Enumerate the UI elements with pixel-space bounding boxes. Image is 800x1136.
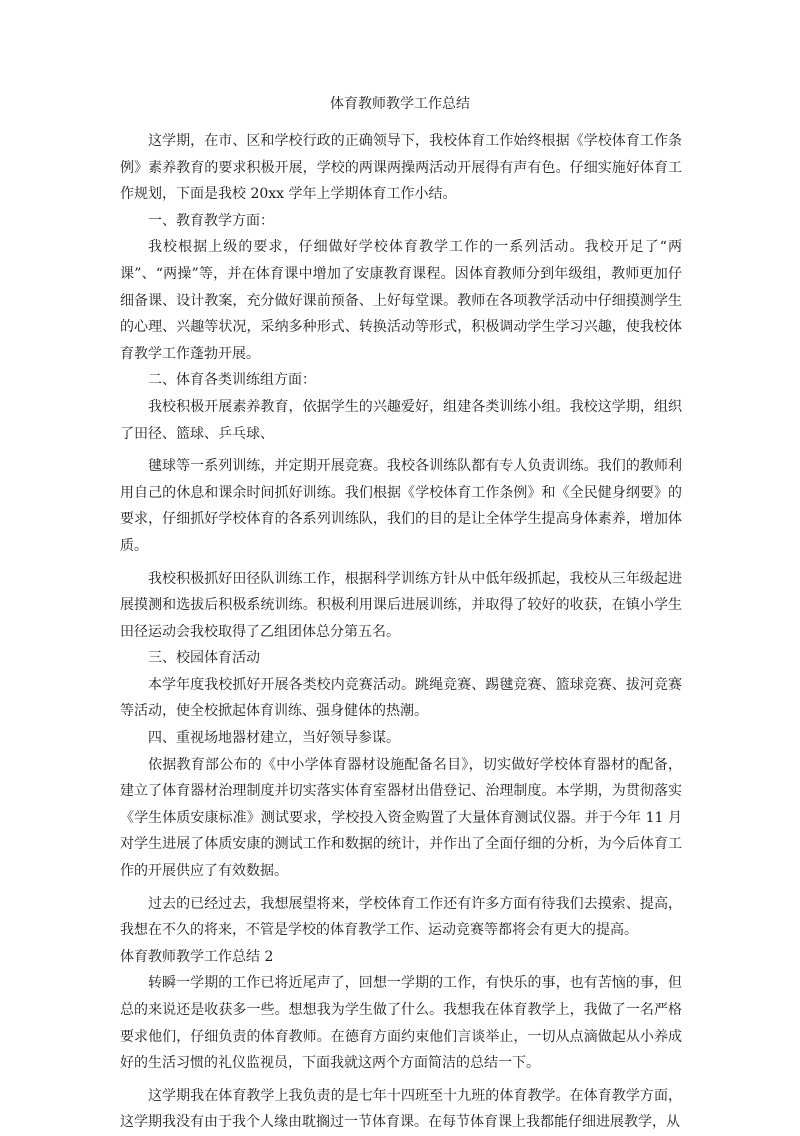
campus-activities-paragraph: 本学年度我校抓好开展各类校内竞赛活动。跳绳竞赛、踢毽竞赛、篮球竞赛、拔河竞赛等活动，使全校掀起体育训练、强身健体的热潮。 xyxy=(120,676,682,720)
intro-paragraph: 这学期，在市、区和学校行政的正确领导下，我校体育工作始终根据《学校体育工作条例》素养教育的要求积极开展，学校的两课两操两活动开展得有声有色。仔细实施好体育工作规划，下面是我校 20xx 学年上学期体育工作小结。 xyxy=(120,133,682,203)
document-title: 体育教师教学工作总结 xyxy=(330,96,470,112)
second-summary-intro-paragraph: 转瞬一学期的工作已将近尾声了，回想一学期的工作，有快乐的事，也有苦恼的事，但总的来说还是收获多一些。想想我为学生做了什么。我想我在体育教学上，我做了一名严格要求他们，仔细负责的体育教师。在德育方面约束他们言谈举止，一切从点滴做起从小养成好的生活习惯的礼仪监视员，下面我就这两个方面简洁的总结一下。 xyxy=(120,975,682,1072)
section-heading-equipment: 四、重视场地器材建立，当好领导参谋。 xyxy=(148,730,400,747)
section-heading-teaching: 一、教育教学方面： xyxy=(148,212,274,229)
document-body xyxy=(120,128,682,1136)
second-summary-teaching-paragraph: 这学期我在体育教学上我负责的是七年十四班至十九班的体育教学。在体育教学方面，这学期我没有由于我个人缘由耽搁过一节体育课。在每节体育课上我都能仔细进展教学，从 xyxy=(120,1087,682,1131)
teaching-paragraph: 我校根据上级的要求，仔细做好学校体育教学工作的一系列活动。我校开足了“两课”、“两操”等，并在体育课中增加了安康教育课程。因体育教师分到年级组，教师更加仔细备课、设计教案，充分做好课前预备、上好每堂课。教师在各项教学活动中仔细摸测学生的心理、兴趣等状况，采纳多种形式、转换活动等形式，积极调动学生学习兴趣，使我校体育教学工作蓬勃开展。 xyxy=(120,239,682,362)
equipment-paragraph: 依据教育部公布的《中小学体育器材设施配备名目》，切实做好学校体育器材的配备，建立了体育器材治理制度并切实落实体育室器材出借登记、治理制度。本学期，为贯彻落实《学生体质安康标准》测试要求，学校投入资金购置了大量体育测试仪器。并于今年 11 月对学生进展了体质安康的测试工作和数据的统计，并作出了全面仔细的分析，为今后体育工作的开展供应了有效数据。 xyxy=(120,756,682,880)
training-groups-paragraph: 我校积极开展素养教育，依据学生的兴趣爱好，组建各类训练小组。我校这学期，组织了田径、篮球、乒乓球、 xyxy=(120,398,682,442)
section-heading-campus-activities: 三、校园体育活动 xyxy=(148,650,260,667)
second-summary-title: 体育教师教学工作总结 2 xyxy=(120,948,274,965)
training-details-paragraph: 毽球等一系列训练，并定期开展竞赛。我校各训练队都有专人负责训练。我们的教师利用自己的休息和课余时间抓好训练。我们根据《学校体育工作条例》和《全民健身纲要》的要求，仔细抓好学校体育的各系列训练队，我们的目的是让全体学生提高身体素养，增加体质。 xyxy=(120,458,682,554)
section-heading-training-groups: 二、体育各类训练组方面： xyxy=(148,372,316,389)
outlook-paragraph: 过去的已经过去，我想展望将来，学校体育工作还有许多方面有待我们去摸索、提高，我想在不久的将来，不管是学校的体育教学工作、运动竞赛等都将会有更大的提高。 xyxy=(120,895,682,939)
track-team-paragraph: 我校积极抓好田径队训练工作，根据科学训练方针从中低年级抓起，我校从三年级起进展摸测和选拔后积极系统训练。积极利用课后进展训练，并取得了较好的收获，在镇小学生田径运动会我校取得了乙组团体总分第五名。 xyxy=(120,570,682,640)
